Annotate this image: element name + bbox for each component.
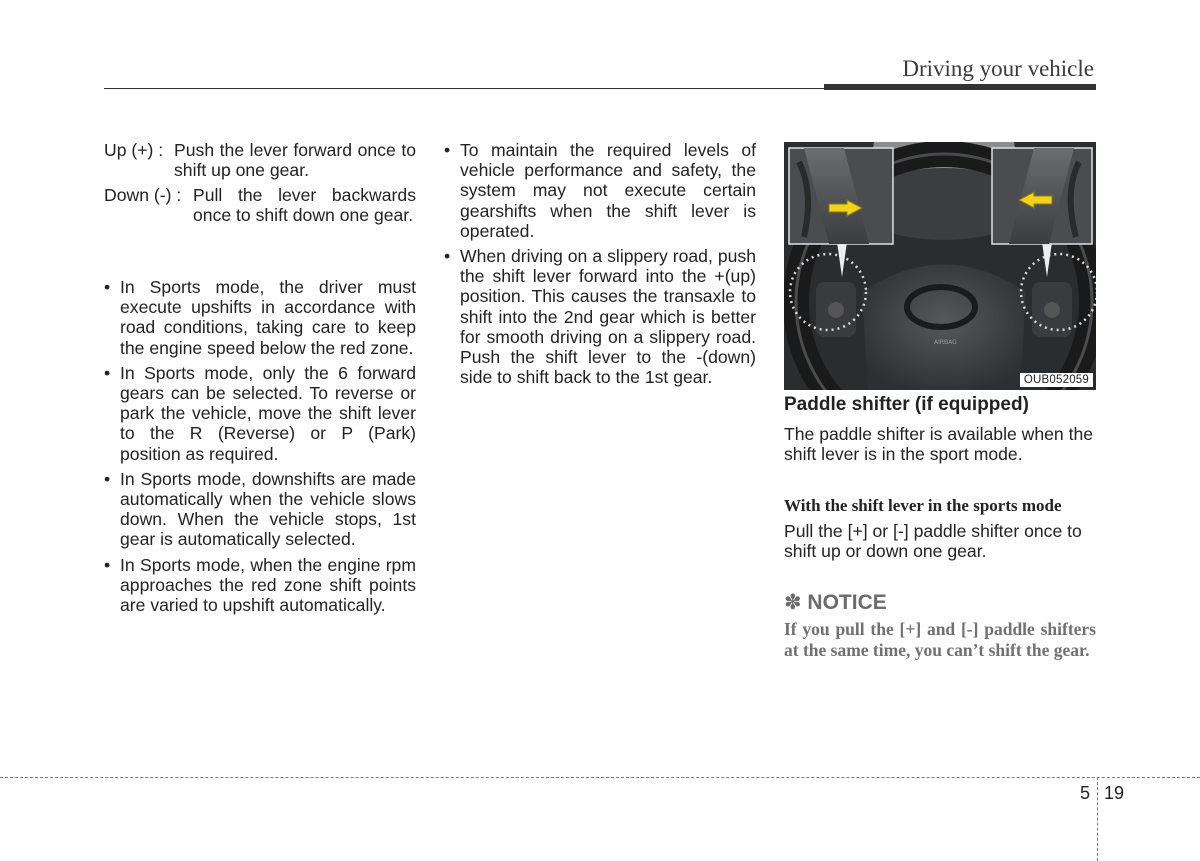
header-rule-thick [824,84,1096,90]
running-header: Driving your vehicle [902,56,1094,81]
list-item: • To maintain the required levels of vehicle performance and safety, the system may not execute certain gearshifts when the shift lever is operated. [444,140,756,241]
list-item: • In Sports mode, the driver must execute upshifts in accordance with road conditions, taking care to keep the engine speed below the red zone. [104,277,416,358]
list-item: • In Sports mode, only the 6 forward gears can be selected. To reverse or park the vehicle, move the shift lever to the R (Reverse) or P (Park) position as required. [104,362,416,464]
definition-text: Pull the lever backwards once to shift down one gear. [193,185,416,226]
definition-term: Down (-) : [104,185,182,205]
paddle-instruction-paragraph: Pull the [+] or [-] paddle shifter once to shift up or down one gear. [784,521,1082,562]
airbag-label: AIRBAG [934,339,957,346]
chapter-number: 5 [1080,783,1091,803]
definition-text: Push the lever forward once to shift up one gear. [174,140,416,181]
paddle-intro-paragraph: The paddle shifter is available when the shift lever is in the sport mode. [784,424,1094,465]
page-number: 19 [1104,783,1125,803]
left-bullet-list [104,277,416,620]
list-item: • In Sports mode, downshifts are made automatically when the vehicle slows down. When the vehicle stops, 1st gear is automatically selected. [104,468,416,550]
steering-wheel-illustration [784,142,1096,390]
list-item: • When driving on a slippery road, push the shift lever forward into the +(up) position. This causes the transaxle to shift into the 2nd gear which is better for smooth driving on a slippery road. Push the shift lever to the -(down) side to shift back to the 1st gear. [444,246,756,388]
definition-down [104,185,416,249]
subheading: With the shift lever in the sports mode [784,496,1062,515]
list-item: • In Sports mode, when the engine rpm approaches the red zone shift points are varied to upshift automatically. [104,554,416,616]
header-rule [104,88,824,89]
middle-bullet-list [444,140,756,392]
definition-up [104,140,416,182]
definition-term: Up (+) : [104,140,164,160]
notice-text: If you pull the [+] and [-] paddle shifters at the same time, you can’t shift the gear. [784,619,1096,660]
notice-heading: ✽ NOTICE [784,591,887,614]
section-heading: Paddle shifter (if equipped) [784,394,1029,415]
footer-vertical-divider [1097,777,1098,861]
steering-wheel-figure [784,142,1096,390]
footer-divider [0,777,1200,778]
figure-code: OUB052059 [1020,373,1093,387]
